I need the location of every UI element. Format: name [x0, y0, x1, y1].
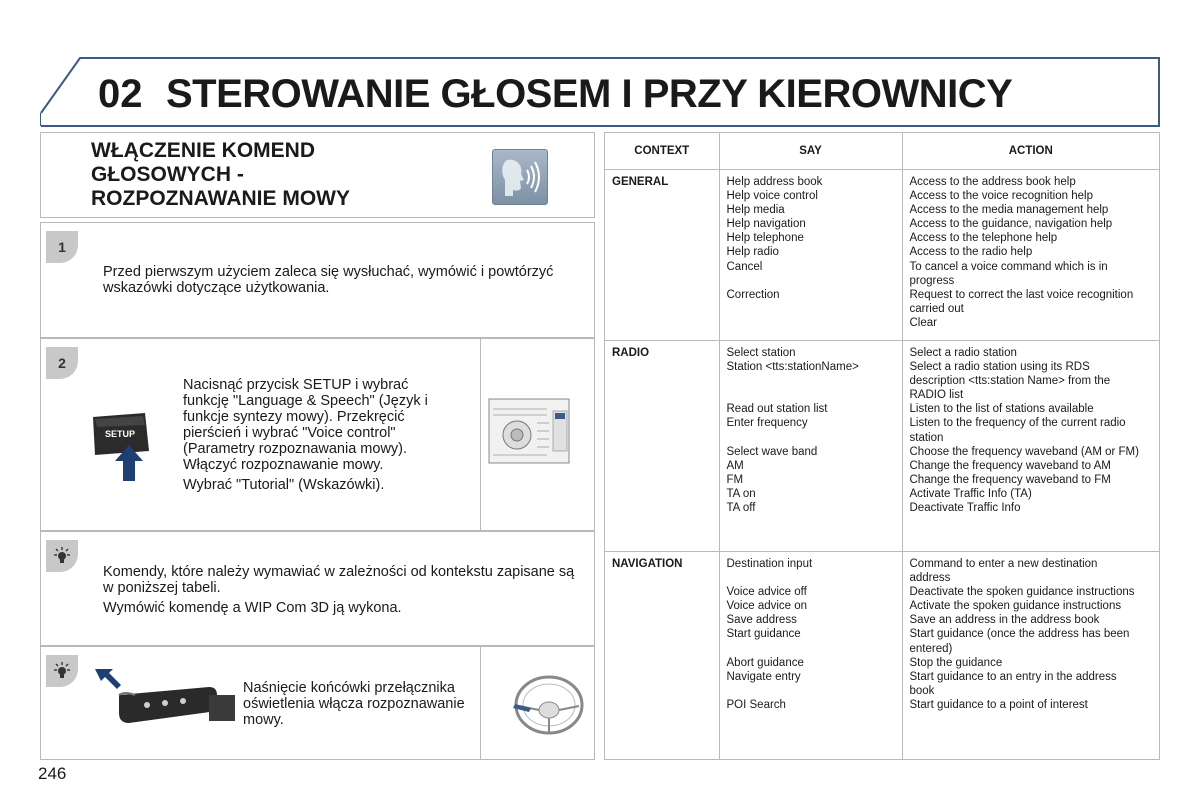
step-2-box	[40, 338, 595, 531]
tip-2-badge	[46, 655, 78, 687]
step-2-text	[183, 377, 448, 497]
step-2-badge: 2	[46, 347, 78, 379]
say-cell	[719, 170, 902, 341]
context-cell: RADIO	[605, 341, 719, 552]
column-header-context: CONTEXT	[605, 133, 719, 170]
voice-recognition-icon	[492, 149, 548, 205]
column-header-action: ACTION	[902, 133, 1159, 170]
page-number: 246	[38, 764, 67, 783]
action-list: Select a radio station Select a radio station using its RDS description <tts:station Name> from the RADIO list Listen to the list of stations available Listen to the frequency of the current radio station Choose the frequency waveband (AM or FM) Change the frequency waveband to AM Change the frequency waveband to FM Activate Traffic Info (TA) Deactivate Traffic Info	[909, 347, 1139, 515]
say-list: Help address book Help voice control Help media Help navigation Help telephone Help radio Cancel Correction	[726, 176, 823, 301]
context-cell: GENERAL	[605, 170, 719, 341]
tip-1-box	[40, 531, 595, 646]
tip-1-line-1: Komendy, które należy wymawiać w zależności od kontekstu zapisane są w poniższej tabeli.	[103, 564, 575, 596]
step-1-text: Przed pierwszym użyciem zaleca się wysłuchać, wymówić i powtórzyć wskazówki dotyczące użytkowania.	[103, 264, 554, 296]
column-header-say: SAY	[719, 133, 902, 170]
lightbulb-icon	[53, 547, 71, 565]
say-list: Destination input Voice advice off Voice advice on Save address Start guidance Abort guidance Navigate entry POI Search	[726, 558, 813, 711]
action-cell	[902, 341, 1159, 552]
step-2-divider	[480, 339, 481, 530]
step-2-instructions: Nacisnąć przycisk SETUP i wybrać funkcję "Language & Speech" (Język i funkcje syntezy mowy). Przekręcić pierścień i wybrać "Voice control" (Parametry rozpoznawania mowy). Włączyć rozpoznawanie mowy.	[183, 377, 428, 473]
step-1-box	[40, 222, 595, 338]
table-row	[605, 170, 1159, 341]
table-row	[605, 341, 1159, 552]
say-list: Select station Station <tts:stationName> Read out station list Enter frequency Select wave band AM FM TA on TA off	[726, 347, 859, 515]
steering-wheel-illustration	[511, 672, 587, 738]
section-title: WŁĄCZENIE KOMEND GŁOSOWYCH - ROZPOZNAWANIE MOWY	[91, 139, 350, 210]
step-2-tutorial: Wybrać "Tutorial" (Wskazówki).	[183, 477, 385, 493]
setup-button-illustration	[89, 411, 159, 483]
chapter-number: 02	[98, 72, 143, 116]
chapter-title: STEROWANIE GŁOSEM I PRZY KIEROWNICY	[166, 72, 1013, 116]
table-row	[605, 552, 1159, 760]
action-list: Command to enter a new destination address Deactivate the spoken guidance instructions Activate the spoken guidance instructions Save an address in the address book Start guidance (once the address has been entered) Stop the guidance Start guidance to an entry in the address book Start guidance to a point of interest	[909, 558, 1135, 711]
setup-button-label: SETUP	[105, 429, 136, 439]
lighting-stalk-illustration	[89, 665, 235, 743]
action-list: Access to the address book help Access to the voice recognition help Access to the media management help Access to the guidance, navigation help Access to the telephone help Access to the radio help To cancel a voice command which is in progress Request to correct the last voice recognition carried out Clear	[909, 176, 1134, 329]
tip-2-text: Naśnięcie końcówki przełącznika oświetlenia włącza rozpoznawanie mowy.	[243, 680, 465, 728]
dashboard-panel-illustration	[487, 395, 587, 475]
step-1-badge: 1	[46, 231, 78, 263]
section-header-box	[40, 132, 595, 218]
voice-commands-table	[604, 132, 1160, 760]
tip-1-line-2: Wymówić komendę a WIP Com 3D ją wykona.	[103, 600, 402, 616]
say-cell	[719, 341, 902, 552]
say-cell	[719, 552, 902, 760]
tip-1-badge	[46, 540, 78, 572]
tip-1-text	[103, 564, 588, 620]
action-cell	[902, 552, 1159, 760]
table-header-row	[605, 133, 1159, 170]
tip-2-box	[40, 646, 595, 760]
tip-2-divider	[480, 647, 481, 759]
action-cell	[902, 170, 1159, 341]
context-cell: NAVIGATION	[605, 552, 719, 760]
lightbulb-icon	[53, 662, 71, 680]
